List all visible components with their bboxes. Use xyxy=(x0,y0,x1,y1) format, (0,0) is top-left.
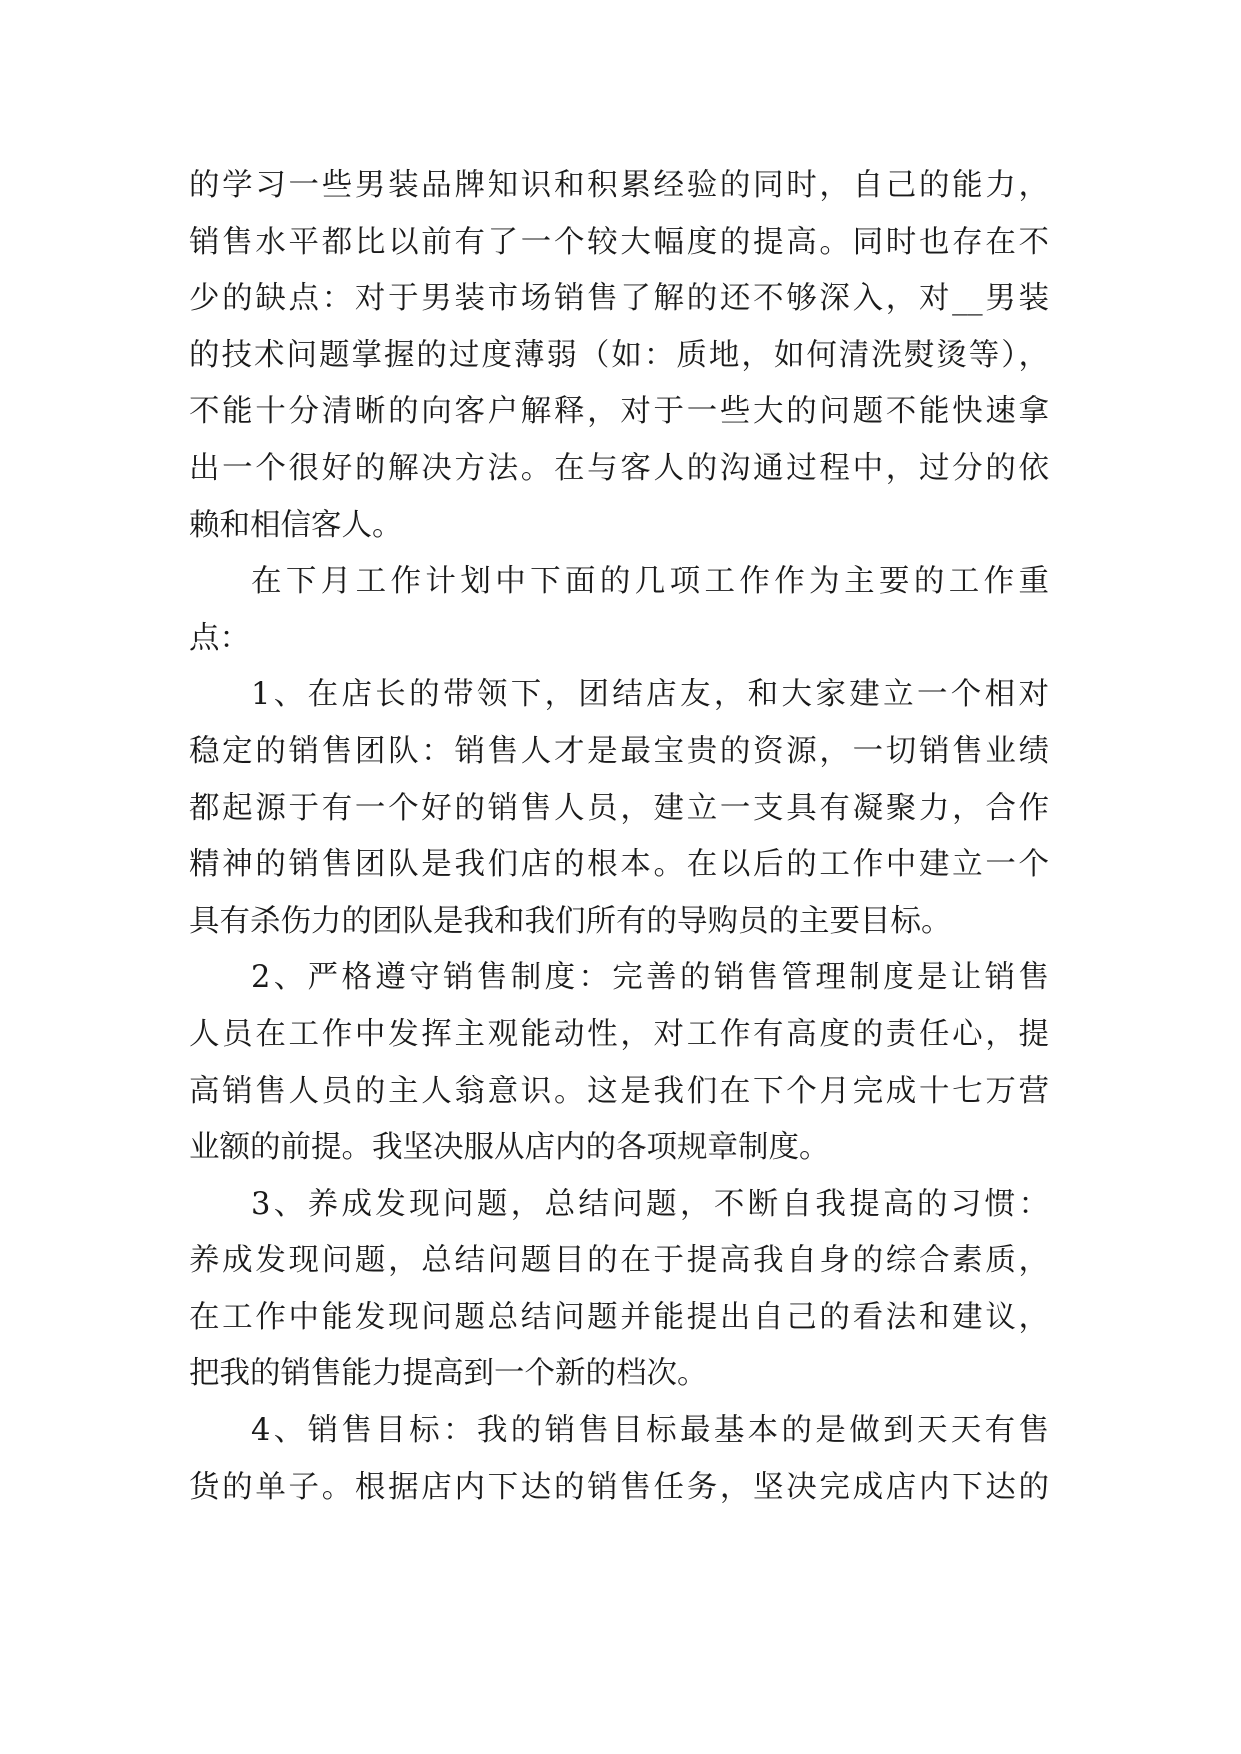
text-line: 具有杀伤力的团队是我和我们所有的导购员的主要目标。 xyxy=(189,903,952,939)
text-line: 在下月工作计划中下面的几项工作作为主要的工作重 xyxy=(251,564,1049,600)
text-line: 稳定的销售团队：销售人才是最宝贵的资源，一切销售业绩 xyxy=(189,733,1049,769)
text-line: 4、销售目标：我的销售目标最基本的是做到天天有售 xyxy=(251,1413,1049,1449)
text-line: 不能十分清晰的向客户解释，对于一些大的问题不能快速拿 xyxy=(189,394,1049,430)
body-text xyxy=(189,158,1049,1516)
text-line: 业额的前提。我坚决服从店内的各项规章制度。 xyxy=(189,1130,830,1166)
text-line: 的学习一些男装品牌知识和积累经验的同时，自己的能力， xyxy=(189,168,1049,203)
text-line: 货的单子。根据店内下达的销售任务，坚决完成店内下达的 xyxy=(189,1469,1049,1505)
paragraph-intro xyxy=(189,158,1049,554)
paragraph-item-3 xyxy=(189,1177,1049,1403)
paragraph-plan-intro xyxy=(189,554,1049,667)
text-line: 的技术问题掌握的过度薄弱（如：质地，如何清洗熨烫等）， xyxy=(189,337,1049,373)
text-line: 赖和相信客人。 xyxy=(189,507,403,543)
text-line: 精神的销售团队是我们店的根本。在以后的工作中建立一个 xyxy=(189,847,1049,883)
paragraph-item-4 xyxy=(189,1403,1049,1516)
paragraph-item-2 xyxy=(189,950,1049,1176)
text-line: 销售水平都比以前有了一个较大幅度的提高。同时也存在不 xyxy=(189,224,1049,260)
text-line: 人员在工作中发挥主观能动性，对工作有高度的责任心，提 xyxy=(189,1016,1049,1052)
text-line: 都起源于有一个好的销售人员，建立一支具有凝聚力，合作 xyxy=(189,790,1049,826)
text-line: 把我的销售能力提高到一个新的档次。 xyxy=(189,1356,708,1392)
text-line: 少的缺点：对于男装市场销售了解的还不够深入，对__男装 xyxy=(189,281,1049,317)
text-line: 点： xyxy=(189,620,250,656)
text-line: 在工作中能发现问题总结问题并能提出自己的看法和建议， xyxy=(189,1299,1049,1335)
text-line: 1、在店长的带领下，团结店友，和大家建立一个相对 xyxy=(251,677,1049,713)
text-line: 出一个很好的解决方法。在与客人的沟通过程中，过分的依 xyxy=(189,450,1049,486)
text-line: 养成发现问题，总结问题目的在于提高我自身的综合素质， xyxy=(189,1243,1049,1279)
text-line: 高销售人员的主人翁意识。这是我们在下个月完成十七万营 xyxy=(189,1073,1049,1109)
paragraph-item-1 xyxy=(189,667,1049,950)
text-line: 2、严格遵守销售制度：完善的销售管理制度是让销售 xyxy=(251,960,1049,996)
text-line: 3、养成发现问题，总结问题，不断自我提高的习惯： xyxy=(251,1186,1049,1222)
